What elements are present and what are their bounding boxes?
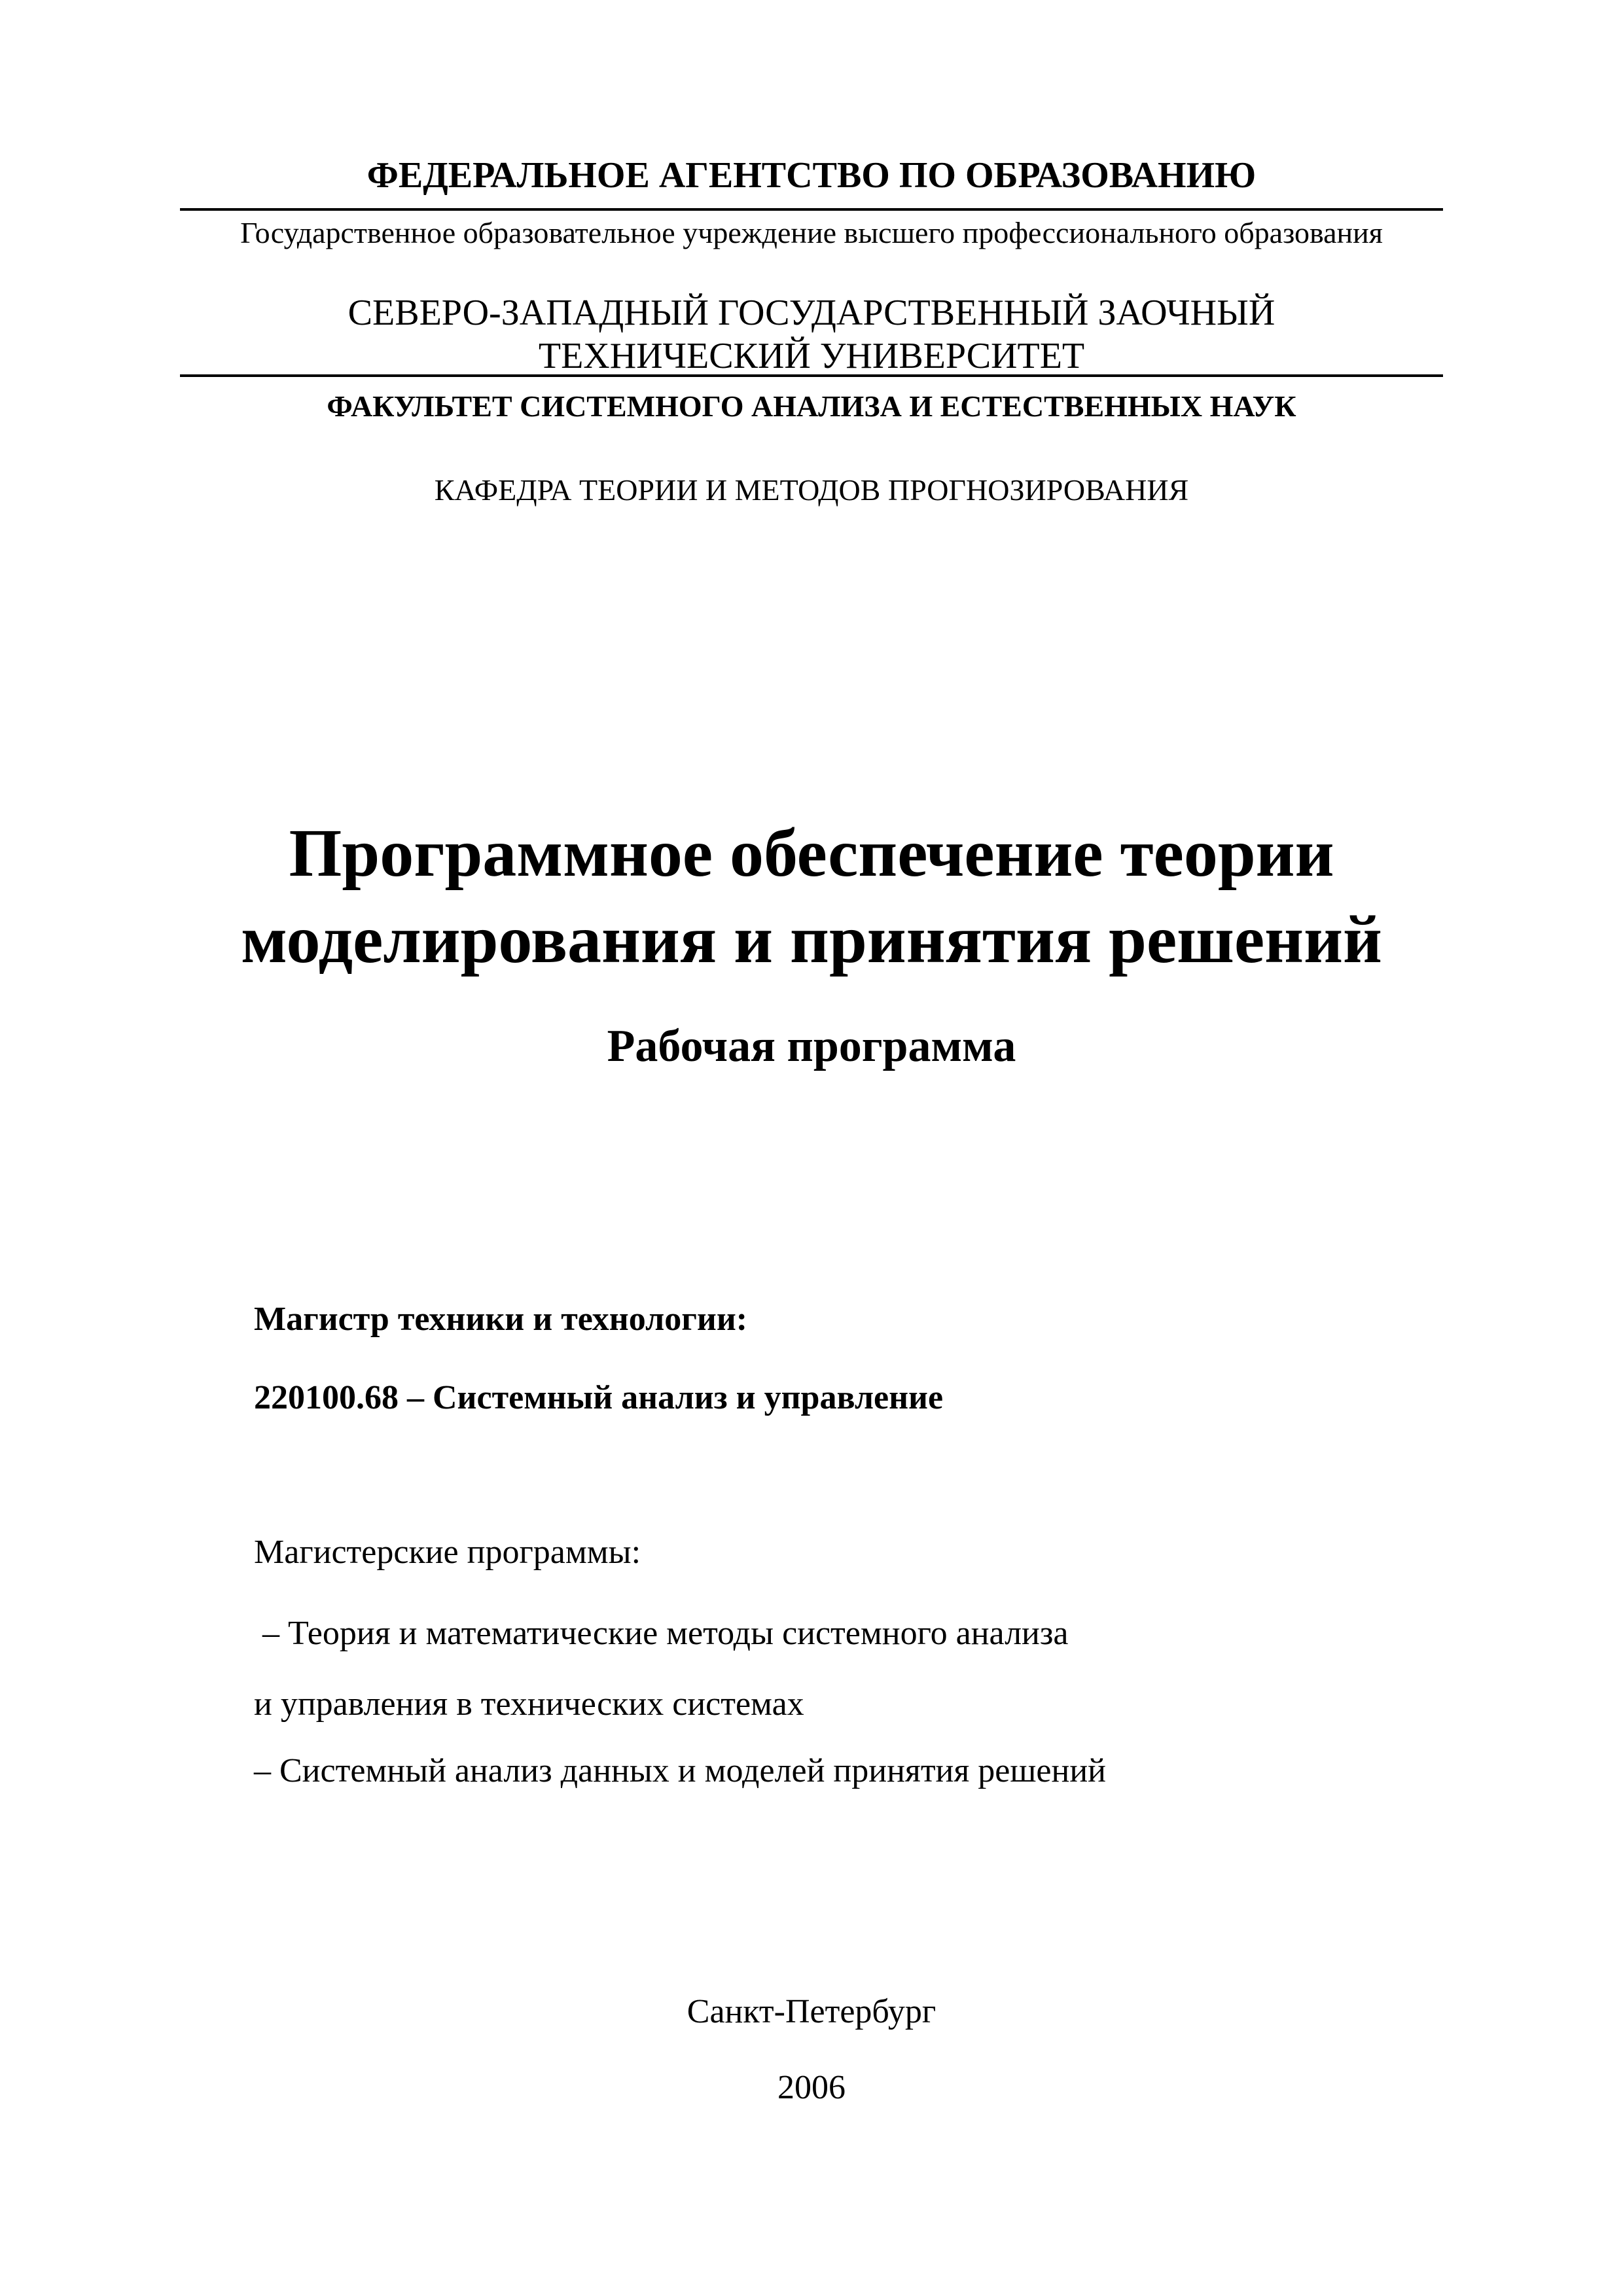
agency-heading: ФЕДЕРАЛЬНОЕ АГЕНТСТВО ПО ОБРАЗОВАНИЮ [366, 155, 1257, 196]
program-item-1-line1: – Теория и математические методы системного анализа [254, 1615, 1069, 1652]
header-divider-top [180, 208, 1443, 211]
specialty-code: 220100.68 – Системный анализ и управление [254, 1379, 944, 1416]
department-name: КАФЕДРА ТЕОРИИ И МЕТОДОВ ПРОГНОЗИРОВАНИЯ [434, 473, 1189, 507]
city: Санкт-Петербург [687, 1993, 936, 2030]
university-name-line1: СЕВЕРО-ЗАПАДНЫЙ ГОСУДАРСТВЕННЫЙ ЗАОЧНЫЙ [348, 293, 1275, 333]
program-item-1-line2: и управления в технических системах [254, 1685, 804, 1723]
faculty-name: ФАКУЛЬТЕТ СИСТЕМНОГО АНАЛИЗА И ЕСТЕСТВЕННЫХ НАУК [327, 389, 1296, 423]
header-divider-bottom [180, 374, 1443, 377]
document-subtitle: Рабочая программа [607, 1021, 1016, 1071]
programs-label: Магистерские программы: [254, 1534, 641, 1571]
year: 2006 [777, 2069, 846, 2106]
degree-label: Магистр техники и технологии: [254, 1300, 748, 1338]
document-title-line1: Программное обеспечение теории [289, 816, 1334, 891]
document-title-line2: моделирования и принятия решений [241, 902, 1382, 977]
program-item-2: – Системный анализ данных и моделей принятия решений [254, 1752, 1106, 1789]
university-name-line2: ТЕХНИЧЕСКИЙ УНИВЕРСИТЕТ [538, 336, 1085, 376]
institution-type: Государственное образовательное учреждение высшего профессионального образования [240, 216, 1383, 249]
